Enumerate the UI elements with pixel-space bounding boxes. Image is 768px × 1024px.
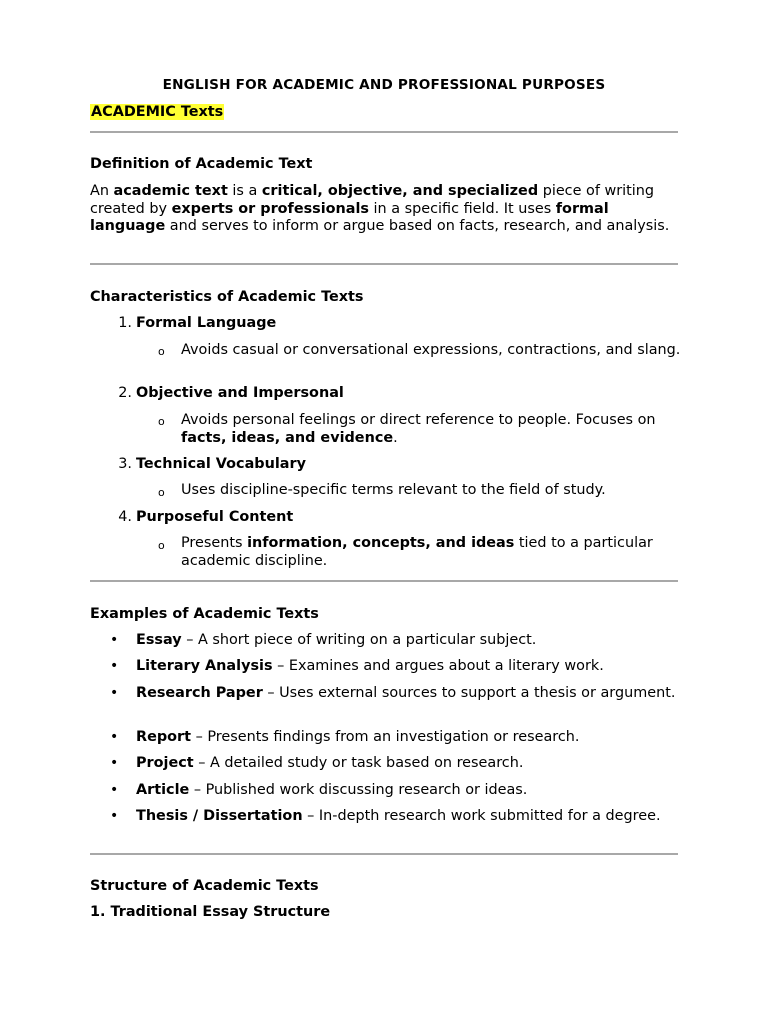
definition-text-5: and serves to inform or argue based on facts, research, and analysis. [165, 218, 670, 235]
characteristic-description: Avoids casual or conversational expressions, contractions, and slang. [181, 342, 681, 358]
definition-bold-3: experts or professionals [171, 200, 369, 217]
bullet: • [110, 632, 119, 648]
list-number: 3. [118, 456, 132, 472]
example-text: Article – Published work discussing research or ideas. [136, 782, 528, 798]
list-number: 1. [118, 315, 132, 331]
characteristic-description: Uses discipline-specific terms relevant to the field of study. [181, 482, 606, 498]
bullet: • [110, 755, 119, 771]
sub-bullet: o [158, 345, 165, 358]
list-number: 2. [118, 385, 132, 401]
sub-bullet: o [158, 415, 165, 428]
definition-heading: Definition of Academic Text [90, 156, 313, 172]
characteristics-heading: Characteristics of Academic Texts [90, 289, 364, 305]
characteristic-title: Technical Vocabulary [136, 456, 306, 472]
characteristic-title: Purposeful Content [136, 509, 294, 525]
divider-1 [90, 131, 678, 133]
definition-bold-2: critical, objective, and specialized [261, 183, 539, 199]
example-text: Essay – A short piece of writing on a particular subject. [136, 632, 537, 648]
sub-bullet: o [158, 486, 165, 499]
characteristic-description: Avoids personal feelings or direct reference to people. Focuses on facts, ideas, and evidence. [181, 412, 656, 446]
section-label: ACADEMIC Texts [91, 104, 224, 120]
bullet: • [110, 808, 119, 824]
definition-text-1: An [90, 183, 114, 199]
characteristic-description: Presents information, concepts, and ideas tied to a particular academic discipline. [181, 535, 653, 569]
definition-paragraph [90, 183, 680, 236]
structure-subheading: 1. Traditional Essay Structure [90, 904, 331, 920]
section-label-line [90, 104, 680, 122]
example-text: Report – Presents findings from an investigation or research. [136, 729, 580, 745]
definition-bold-4: formal language [90, 200, 609, 235]
list-number: 4. [118, 509, 132, 525]
divider-4 [90, 853, 678, 855]
definition-text-4: in a specific field. It uses [368, 200, 556, 217]
divider-2 [90, 263, 678, 265]
bullet: • [110, 782, 119, 798]
example-text: Literary Analysis – Examines and argues about a literary work. [136, 658, 604, 674]
divider-3 [90, 580, 678, 582]
bullet: • [110, 729, 119, 745]
document-title: ENGLISH FOR ACADEMIC AND PROFESSIONAL PURPOSES [162, 77, 606, 93]
definition-text-3: piece of writing created by [90, 183, 655, 217]
bullet: • [110, 658, 119, 674]
examples-heading: Examples of Academic Texts [90, 606, 319, 622]
definition-bold-1: academic text [113, 183, 228, 199]
example-text: Thesis / Dissertation – In-depth research work submitted for a degree. [136, 808, 661, 824]
example-text: Project – A detailed study or task based on research. [136, 755, 524, 771]
example-text: Research Paper – Uses external sources to support a thesis or argument. [136, 685, 676, 701]
characteristic-title: Objective and Impersonal [136, 385, 344, 401]
characteristic-title: Formal Language [136, 315, 277, 331]
bullet: • [110, 685, 119, 701]
structure-heading: Structure of Academic Texts [90, 878, 319, 894]
sub-bullet: o [158, 539, 165, 552]
definition-text-2: is a [227, 183, 262, 199]
